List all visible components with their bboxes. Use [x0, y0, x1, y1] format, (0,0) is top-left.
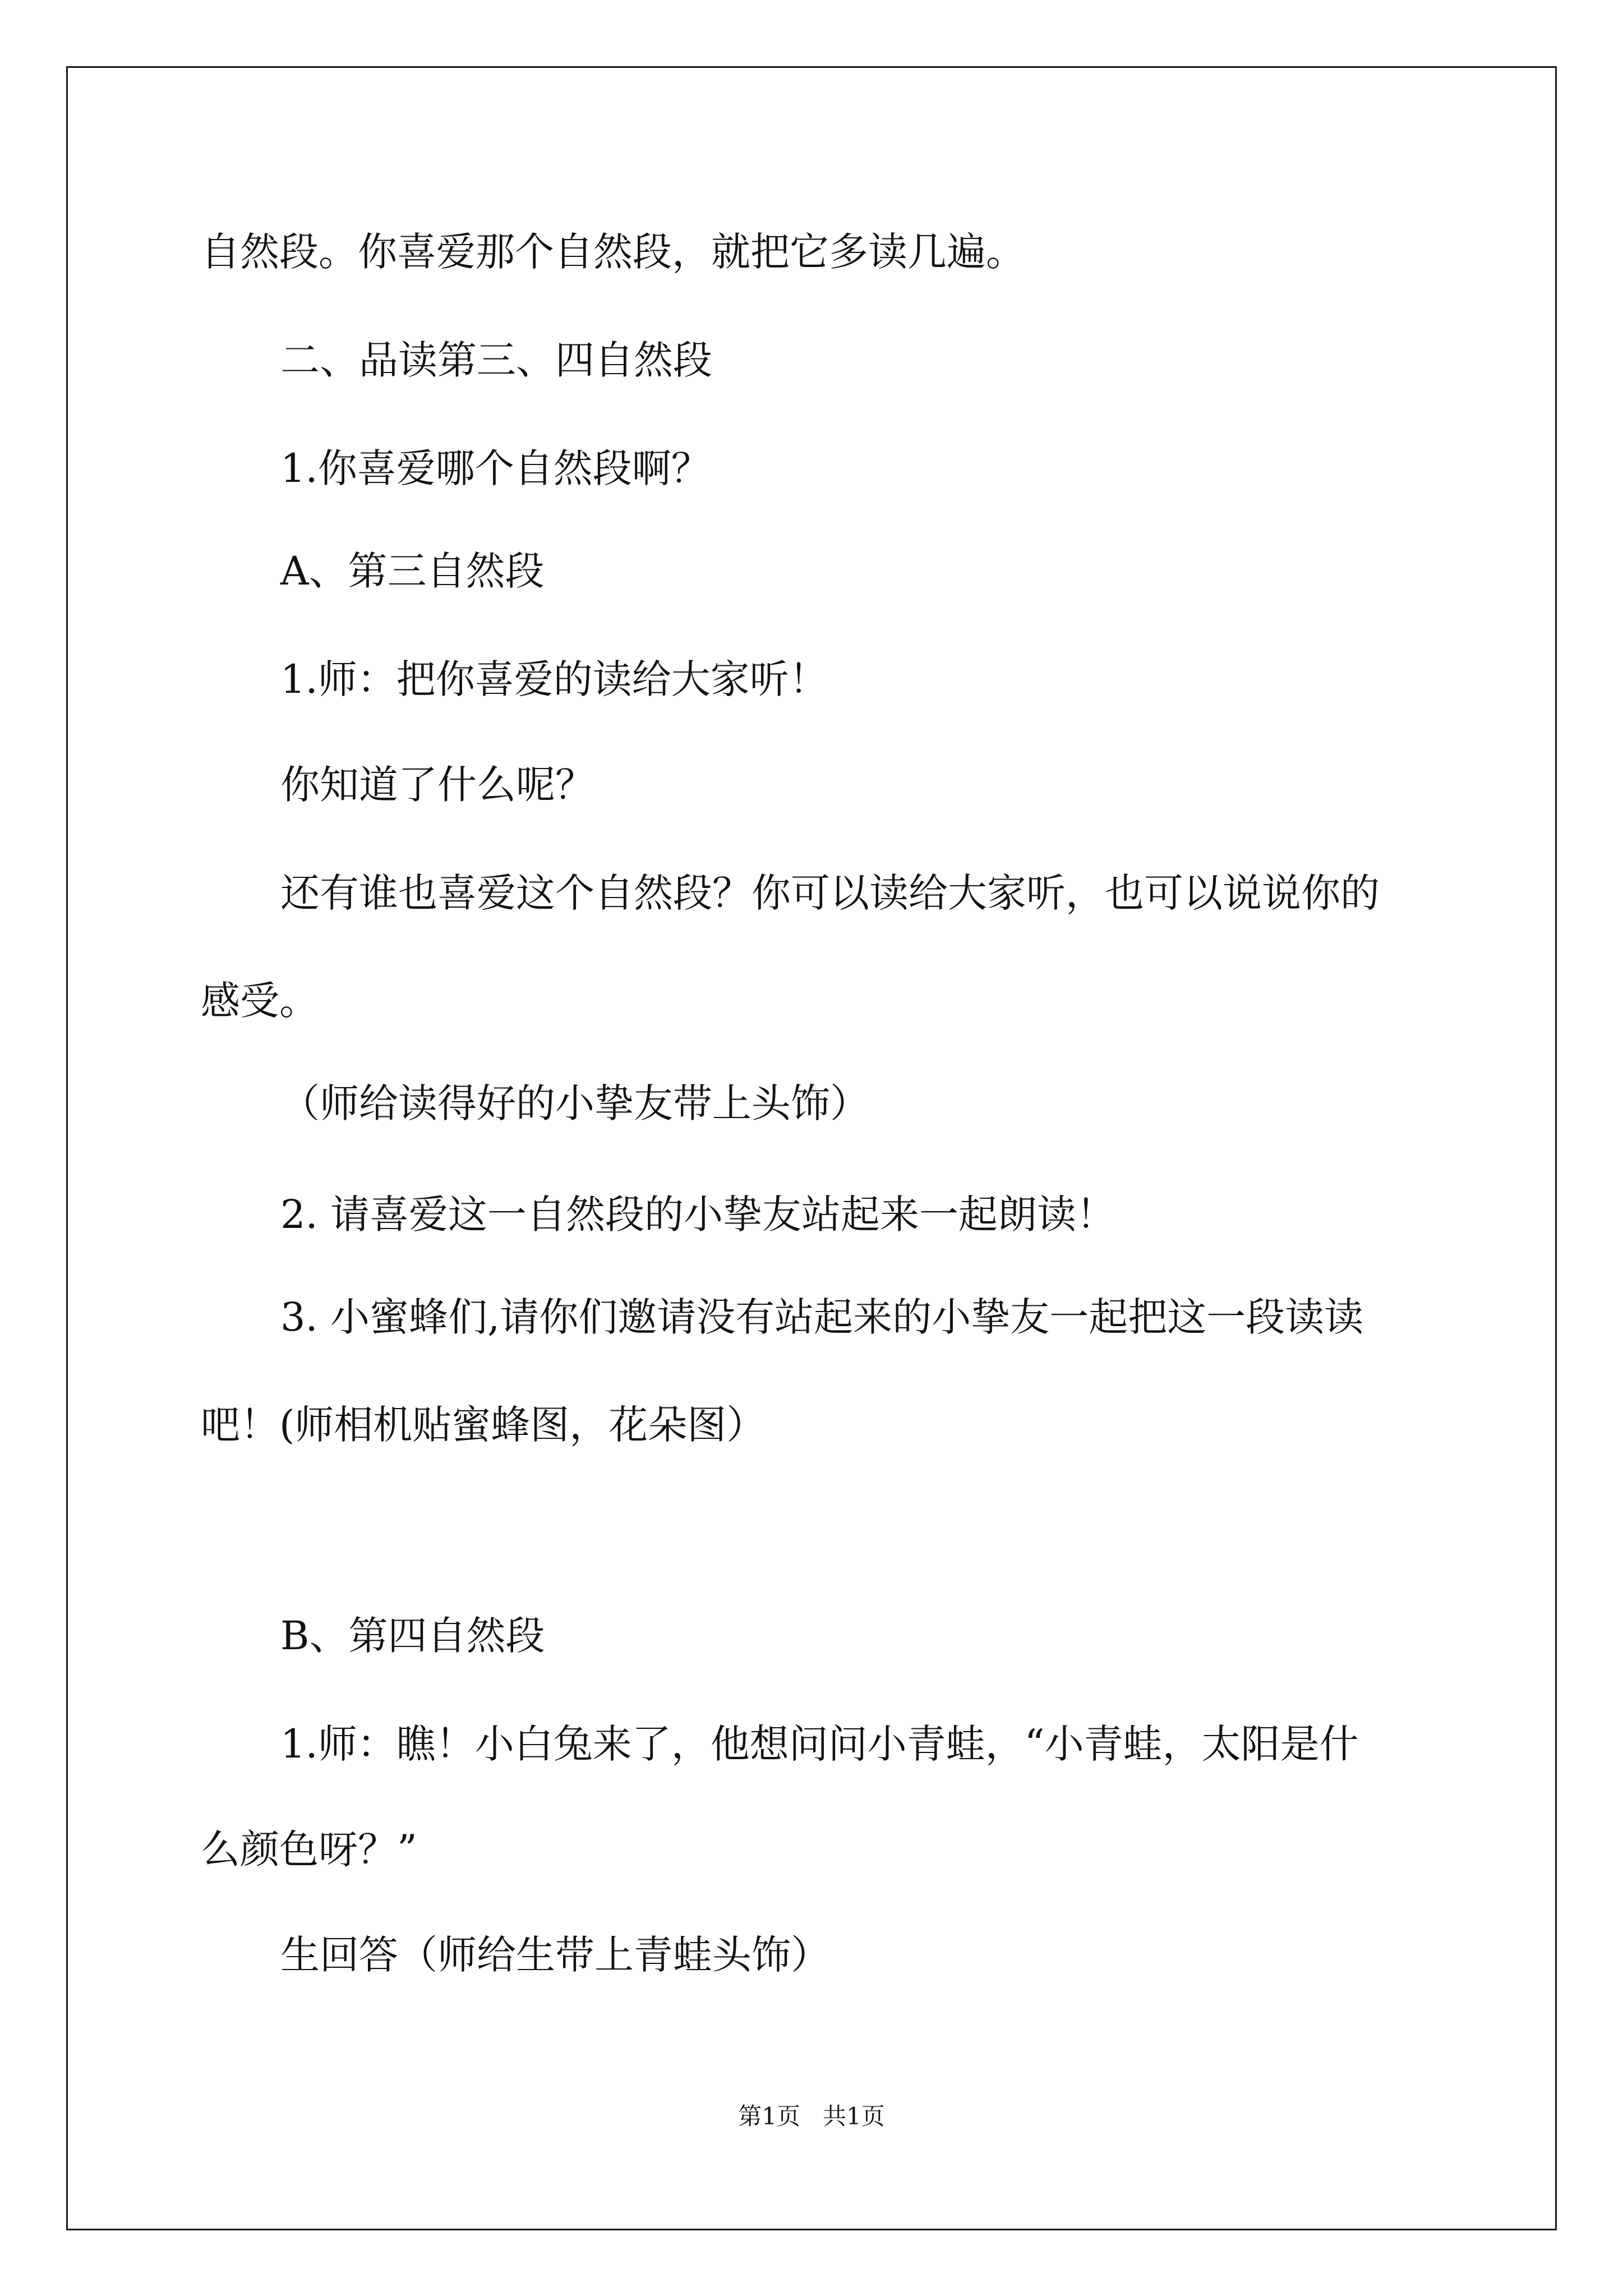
subsection-heading: B、第四自然段 [280, 1613, 545, 1659]
text-line: 2. 请喜爱这一自然段的小挚友站起来一起朗读！ [280, 1191, 1116, 1237]
text-line: 生回答（师给生带上青蛙头饰） [280, 1932, 830, 1978]
page-frame [66, 66, 1557, 2230]
text-line: 感受。 [201, 978, 319, 1024]
text-line: 么颜色呀？” [201, 1826, 417, 1872]
text-line: 1.你喜爱哪个自然段啊？ [280, 445, 711, 491]
text-line: 3. 小蜜蜂们,请你们邀请没有站起来的小挚友一起把这一段读读 [280, 1294, 1364, 1340]
text-line: 吧！(师相机贴蜜蜂图，花朵图） [201, 1402, 766, 1448]
text-line: 1.师：把你喜爱的读给大家听！ [280, 656, 828, 702]
text-line: 自然段。你喜爱那个自然段，就把它多读几遍。 [201, 229, 1025, 275]
text-line: （师给读得好的小挚友带上头饰） [280, 1080, 869, 1126]
text-line: 还有谁也喜爱这个自然段？你可以读给大家听，也可以说说你的 [280, 870, 1380, 916]
section-heading: 二、品读第三、四自然段 [280, 337, 712, 383]
page-footer: 第1页 共1页 [738, 2102, 885, 2130]
text-line: 你知道了什么呢？ [280, 762, 594, 808]
subsection-heading: A、第三自然段 [280, 548, 545, 594]
text-line: 1.师：瞧！小白兔来了，他想问问小青蛙，“小青蛙，太阳是什 [280, 1721, 1359, 1767]
